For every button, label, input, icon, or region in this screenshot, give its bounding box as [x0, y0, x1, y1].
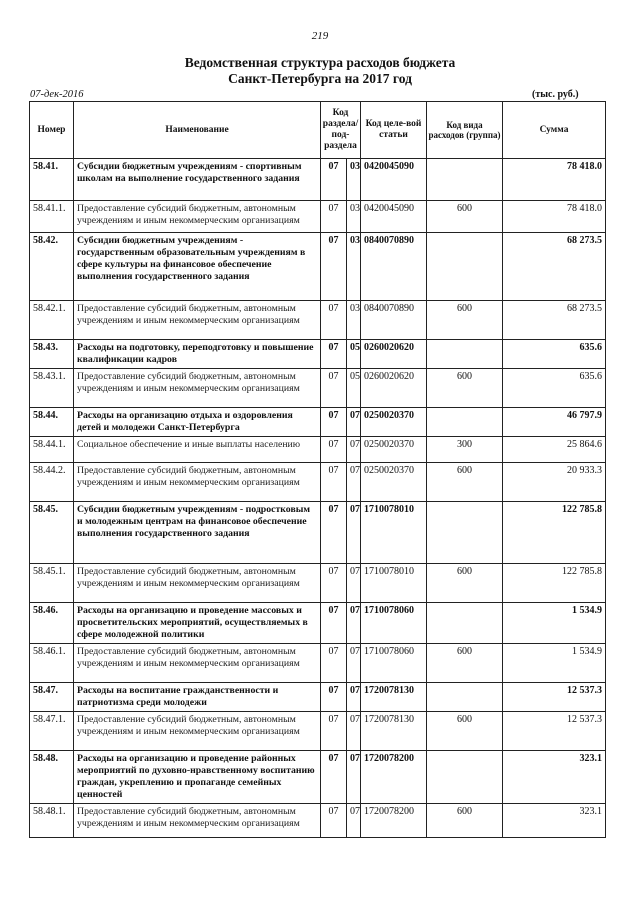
table-row — [30, 301, 606, 340]
row-number: 58.42.1. — [30, 301, 74, 340]
row-name: Предоставление субсидий бюджетным, автономным учреждениям и иным некоммерческим организациям — [74, 301, 321, 340]
row-name: Предоставление субсидий бюджетным, автономным учреждениям и иным некоммерческим организациям — [74, 463, 321, 502]
row-article-code: 0260020620 — [361, 340, 427, 369]
row-number: 58.41.1. — [30, 201, 74, 233]
row-number: 58.41. — [30, 159, 74, 201]
row-number: 58.48.1. — [30, 804, 74, 838]
row-article-code: 0420045090 — [361, 159, 427, 201]
row-name: Предоставление субсидий бюджетным, автономным учреждениям и иным некоммерческим организациям — [74, 644, 321, 683]
table-row — [30, 159, 606, 201]
row-expense-type: 600 — [427, 369, 503, 408]
page-number: 219 — [311, 30, 329, 42]
header-name: Наименование — [74, 102, 321, 159]
row-name: Расходы на воспитание гражданственности и патриотизма среди молодежи — [74, 683, 321, 712]
row-subsection-code: 07 — [347, 804, 361, 838]
row-subsection-code: 03 — [347, 233, 361, 301]
row-section-code: 07 — [321, 683, 347, 712]
row-section-code: 07 — [321, 751, 347, 804]
row-expense-type: 300 — [427, 437, 503, 463]
row-amount: 635.6 — [503, 369, 606, 408]
document-title — [0, 55, 640, 87]
row-amount: 122 785.8 — [503, 502, 606, 564]
row-section-code: 07 — [321, 233, 347, 301]
table-row — [30, 683, 606, 712]
row-article-code: 1710078010 — [361, 564, 427, 603]
table-row — [30, 201, 606, 233]
row-amount: 323.1 — [503, 751, 606, 804]
title-line-2: Санкт-Петербурга на 2017 год — [228, 71, 412, 86]
row-article-code: 0250020370 — [361, 463, 427, 502]
row-section-code: 07 — [321, 201, 347, 233]
row-name: Предоставление субсидий бюджетным, автономным учреждениям и иным некоммерческим организациям — [74, 201, 321, 233]
header-article: Код целе-вой статьи — [361, 102, 427, 159]
row-expense-type — [427, 683, 503, 712]
row-number: 58.46.1. — [30, 644, 74, 683]
row-subsection-code: 05 — [347, 369, 361, 408]
document-date: 07-дек-2016 — [30, 89, 84, 100]
table-row — [30, 369, 606, 408]
row-section-code: 07 — [321, 463, 347, 502]
row-amount: 12 537.3 — [503, 683, 606, 712]
table-row — [30, 408, 606, 437]
table-row — [30, 751, 606, 804]
row-subsection-code: 07 — [347, 683, 361, 712]
row-amount: 78 418.0 — [503, 201, 606, 233]
row-article-code: 1710078010 — [361, 502, 427, 564]
row-amount: 78 418.0 — [503, 159, 606, 201]
row-article-code: 1720078130 — [361, 683, 427, 712]
row-name: Расходы на организацию и проведение массовых и просветительских мероприятий, осуществляемых в сфере молодежной политики — [74, 603, 321, 644]
row-amount: 68 273.5 — [503, 233, 606, 301]
row-amount: 122 785.8 — [503, 564, 606, 603]
row-expense-type — [427, 340, 503, 369]
row-amount: 46 797.9 — [503, 408, 606, 437]
row-expense-type — [427, 603, 503, 644]
table-row — [30, 804, 606, 838]
row-number: 58.47. — [30, 683, 74, 712]
row-number: 58.44.2. — [30, 463, 74, 502]
row-section-code: 07 — [321, 340, 347, 369]
row-subsection-code: 05 — [347, 340, 361, 369]
table-row — [30, 603, 606, 644]
row-section-code: 07 — [321, 159, 347, 201]
row-subsection-code: 03 — [347, 301, 361, 340]
table-row — [30, 340, 606, 369]
table-row — [30, 233, 606, 301]
table-row — [30, 644, 606, 683]
row-expense-type: 600 — [427, 463, 503, 502]
table-row — [30, 502, 606, 564]
row-section-code: 07 — [321, 564, 347, 603]
row-expense-type: 600 — [427, 301, 503, 340]
row-article-code: 0840070890 — [361, 233, 427, 301]
row-number: 58.48. — [30, 751, 74, 804]
row-section-code: 07 — [321, 408, 347, 437]
table-header-row — [30, 102, 606, 159]
row-number: 58.44.1. — [30, 437, 74, 463]
row-name: Расходы на организацию отдыха и оздоровления детей и молодежи Санкт-Петербурга — [74, 408, 321, 437]
row-expense-type: 600 — [427, 712, 503, 751]
row-amount: 1 534.9 — [503, 644, 606, 683]
row-article-code: 0420045090 — [361, 201, 427, 233]
row-expense-type — [427, 408, 503, 437]
header-number: Номер — [30, 102, 74, 159]
row-number: 58.45.1. — [30, 564, 74, 603]
row-number: 58.46. — [30, 603, 74, 644]
row-article-code: 0250020370 — [361, 408, 427, 437]
row-amount: 635.6 — [503, 340, 606, 369]
row-name: Предоставление субсидий бюджетным, автономным учреждениям и иным некоммерческим организациям — [74, 564, 321, 603]
row-section-code: 07 — [321, 369, 347, 408]
row-name: Социальное обеспечение и иные выплаты населению — [74, 437, 321, 463]
row-expense-type: 600 — [427, 201, 503, 233]
row-name: Расходы на подготовку, переподготовку и повышение квалификации кадров — [74, 340, 321, 369]
row-section-code: 07 — [321, 437, 347, 463]
row-subsection-code: 07 — [347, 712, 361, 751]
row-name: Субсидии бюджетным учреждениям - спортивным школам на выполнение государственного задания — [74, 159, 321, 201]
row-article-code: 1710078060 — [361, 644, 427, 683]
row-amount: 12 537.3 — [503, 712, 606, 751]
row-subsection-code: 03 — [347, 159, 361, 201]
row-number: 58.47.1. — [30, 712, 74, 751]
row-number: 58.42. — [30, 233, 74, 301]
row-article-code: 1720078130 — [361, 712, 427, 751]
row-subsection-code: 07 — [347, 437, 361, 463]
row-article-code: 0260020620 — [361, 369, 427, 408]
row-number: 58.45. — [30, 502, 74, 564]
row-amount: 323.1 — [503, 804, 606, 838]
row-expense-type — [427, 233, 503, 301]
row-amount: 25 864.6 — [503, 437, 606, 463]
row-subsection-code: 07 — [347, 564, 361, 603]
row-section-code: 07 — [321, 644, 347, 683]
row-expense-type — [427, 751, 503, 804]
row-expense-type — [427, 502, 503, 564]
table-row — [30, 463, 606, 502]
header-expense-type: Код вида расходов (группа) — [427, 102, 503, 159]
row-amount: 20 933.3 — [503, 463, 606, 502]
budget-table — [29, 101, 606, 838]
row-section-code: 07 — [321, 712, 347, 751]
row-subsection-code: 03 — [347, 201, 361, 233]
row-subsection-code: 07 — [347, 751, 361, 804]
row-number: 58.43. — [30, 340, 74, 369]
row-expense-type: 600 — [427, 564, 503, 603]
header-amount: Сумма — [503, 102, 606, 159]
row-section-code: 07 — [321, 502, 347, 564]
row-expense-type — [427, 159, 503, 201]
row-section-code: 07 — [321, 301, 347, 340]
row-name: Субсидии бюджетным учреждениям - подростковым и молодежным центрам на финансовое обеспечение выполнения государственного задания — [74, 502, 321, 564]
row-expense-type: 600 — [427, 804, 503, 838]
row-number: 58.44. — [30, 408, 74, 437]
row-amount: 1 534.9 — [503, 603, 606, 644]
row-name: Предоставление субсидий бюджетным, автономным учреждениям и иным некоммерческим организациям — [74, 712, 321, 751]
table-row — [30, 437, 606, 463]
row-subsection-code: 07 — [347, 463, 361, 502]
row-article-code: 1710078060 — [361, 603, 427, 644]
row-name: Расходы на организацию и проведение районных мероприятий по духовно-нравственному воспитанию граждан, укреплению и пропаганде семейных ценностей — [74, 751, 321, 804]
row-subsection-code: 07 — [347, 644, 361, 683]
row-name: Предоставление субсидий бюджетным, автономным учреждениям и иным некоммерческим организациям — [74, 369, 321, 408]
row-name: Субсидии бюджетным учреждениям - государственным образовательным учреждениям в сфере культуры на финансовое обеспечение выполнения государственного задания — [74, 233, 321, 301]
row-subsection-code: 07 — [347, 603, 361, 644]
row-name: Предоставление субсидий бюджетным, автономным учреждениям и иным некоммерческим организациям — [74, 804, 321, 838]
row-article-code: 1720078200 — [361, 804, 427, 838]
row-subsection-code: 07 — [347, 502, 361, 564]
row-number: 58.43.1. — [30, 369, 74, 408]
row-amount: 68 273.5 — [503, 301, 606, 340]
table-row — [30, 712, 606, 751]
row-expense-type: 600 — [427, 644, 503, 683]
header-section: Код раздела/ под-раздела — [321, 102, 361, 159]
row-article-code: 0250020370 — [361, 437, 427, 463]
table-row — [30, 564, 606, 603]
row-article-code: 1720078200 — [361, 751, 427, 804]
title-line-1: Ведомственная структура расходов бюджета — [184, 55, 456, 70]
row-section-code: 07 — [321, 804, 347, 838]
row-section-code: 07 — [321, 603, 347, 644]
row-subsection-code: 07 — [347, 408, 361, 437]
row-article-code: 0840070890 — [361, 301, 427, 340]
units-label: (тыс. руб.) — [532, 89, 579, 100]
